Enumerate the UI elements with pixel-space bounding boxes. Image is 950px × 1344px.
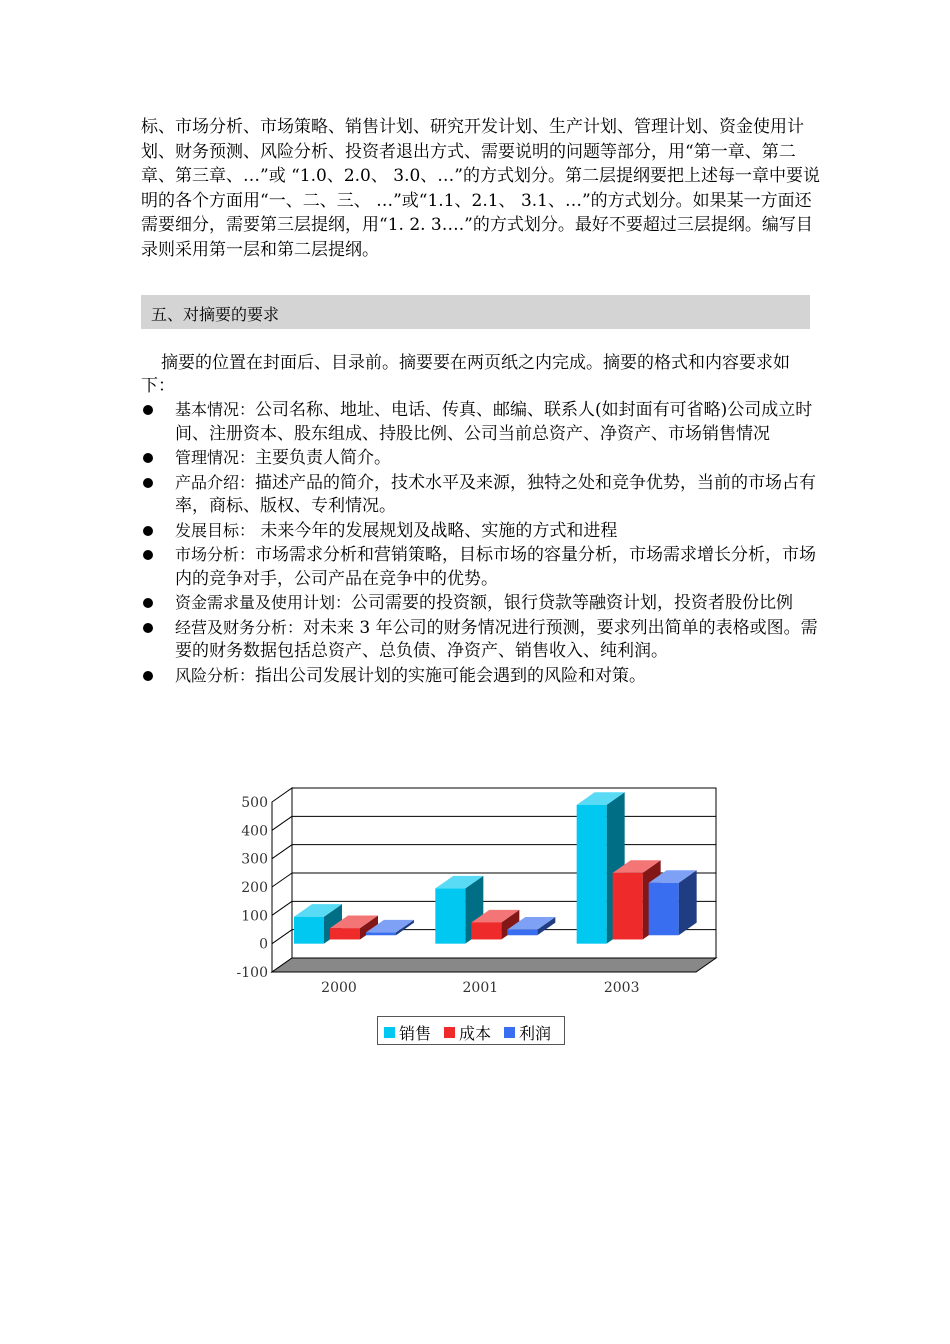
list-item — [141, 616, 831, 664]
bullet-icon — [143, 623, 153, 633]
item-label: 管理情况： — [175, 448, 256, 467]
item-label: 产品介绍： — [175, 472, 256, 492]
bullet-icon — [143, 671, 153, 681]
legend-swatch-sales — [384, 1027, 395, 1038]
section-title: 五、对摘要的要求 — [151, 305, 280, 324]
legend-label: 销售 — [399, 1024, 432, 1043]
bar — [471, 922, 501, 939]
item-text: 描述产品的简介，技术水平及来源，独特之处和竞争优势，当前的市场占有率，商标、版权、专利情况。 — [175, 472, 817, 516]
item-label: 市场分析： — [175, 545, 256, 564]
y-tick-label: 300 — [241, 851, 268, 868]
x-tick-label: 2001 — [462, 980, 499, 996]
item-text: 主要负责人简介。 — [255, 448, 392, 468]
item-text: 公司需要的投资额，银行贷款等融资计划，投资者股份比例 — [351, 593, 794, 613]
bar — [366, 932, 396, 935]
list-item — [141, 446, 831, 471]
bullet-icon — [143, 453, 153, 463]
item-label: 发展目标： — [175, 520, 256, 540]
item-text: 对未来 3 年公司的财务情况进行预测，要求列出简单的表格或图。需要的财务数据包括总资产、总负债、净资产、销售收入、纯利润。 — [175, 617, 818, 661]
legend-label: 利润 — [519, 1024, 552, 1043]
item-label: 资金需求量及使用计划： — [175, 593, 352, 612]
y-tick-label: -100 — [236, 965, 268, 981]
list-item — [141, 591, 831, 616]
bar — [330, 928, 360, 939]
y-tick-label: 200 — [241, 880, 268, 896]
x-tick-label: 2003 — [603, 980, 640, 996]
bar — [613, 873, 643, 940]
list-item — [141, 398, 831, 446]
section-heading-bar — [141, 295, 810, 329]
bullet-icon — [143, 478, 153, 488]
intro-paragraph: 标、市场分析、市场策略、销售计划、研究开发计划、生产计划、管理计划、资金使用计划、财务预测、风险分析、投资者退出方式、需要说明的问题等部分，用“第一章、第二章、第三章、…”或 “1.0、2.0、 3.0、…”的方式划分。第二层提纲要把上述每一章中要说明的各个方面用“一、二、三、 …”或“1.1、2.1、 3.1、…”的方式划分。如果某一方面还需要细分，需要第三层提纲，用“1. 2. 3….”的方式划分。最好不要超过三层提纲。编写目录则采用第一层和第二层提纲。 — [141, 117, 820, 260]
legend-label: 成本 — [459, 1024, 492, 1043]
list-item — [141, 471, 831, 519]
legend-swatch-cost — [444, 1027, 455, 1038]
bar — [577, 805, 607, 944]
y-tick-label: 100 — [241, 908, 268, 925]
y-tick-label: 0 — [259, 936, 268, 953]
item-label: 基本情况： — [175, 400, 256, 419]
legend-item — [444, 1021, 491, 1044]
item-label: 风险分析： — [175, 665, 256, 685]
bullet-icon — [143, 598, 153, 608]
chart-floor — [272, 958, 716, 972]
bullet-icon — [143, 550, 153, 560]
list-item — [141, 664, 831, 689]
bar — [294, 917, 324, 944]
requirement-list — [141, 398, 831, 688]
list-item — [141, 519, 831, 544]
section-intro: 摘要的位置在封面后、目录前。摘要要在两页纸之内完成。摘要的格式和内容要求如下： — [141, 353, 790, 396]
legend-item — [384, 1021, 431, 1044]
list-item — [141, 543, 831, 591]
y-tick-label: 400 — [241, 823, 268, 840]
legend-swatch-profit — [504, 1027, 515, 1038]
chart-legend — [377, 1016, 565, 1045]
y-tick-label: 500 — [241, 795, 268, 811]
item-text: 公司名称、地址、电话、传真、邮编、联系人(如封面有可省略)公司成立时间、注册资本、股东组成、持股比例、公司当前总资产、净资产、市场销售情况 — [175, 400, 813, 444]
item-text: 未来今年的发展规划及战略、实施的方式和进程 — [255, 520, 618, 541]
item-label: 经营及财务分析： — [175, 617, 304, 637]
bar — [649, 883, 679, 935]
item-text: 指出公司发展计划的实施可能会遇到的风险和对策。 — [255, 665, 647, 686]
item-text: 市场需求分析和营销策略，目标市场的容量分析，市场需求增长分析，市场内的竞争对手，公司产品在竞争中的优势。 — [175, 545, 817, 589]
bar — [507, 930, 537, 936]
bar — [435, 888, 465, 943]
bullet-icon — [143, 526, 153, 536]
bullet-icon — [143, 405, 153, 415]
x-tick-label: 2000 — [321, 980, 357, 996]
legend-item — [504, 1021, 551, 1044]
